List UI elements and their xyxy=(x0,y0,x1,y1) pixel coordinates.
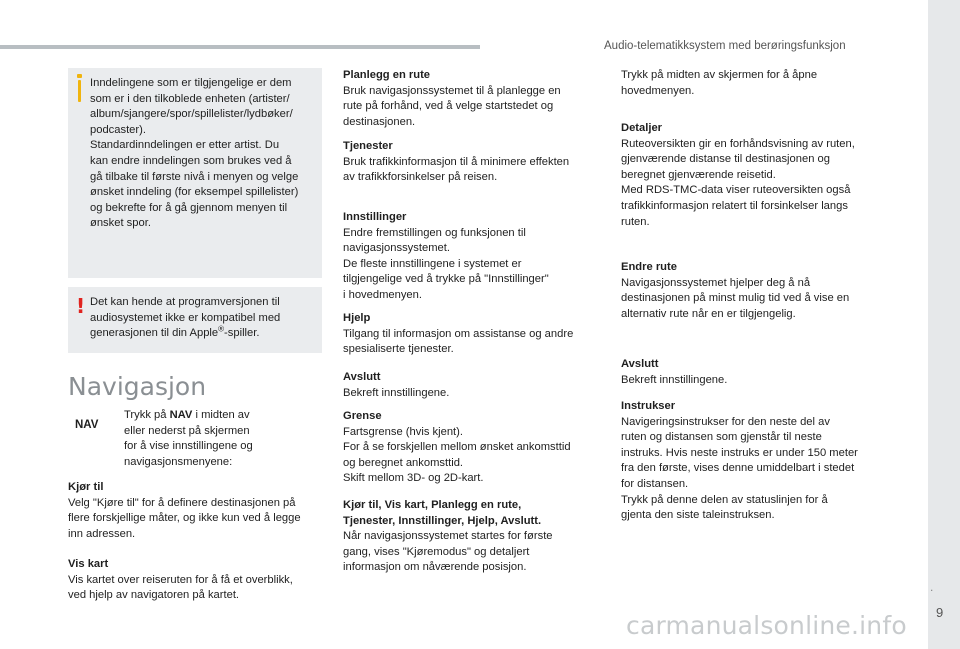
info-box-text xyxy=(90,76,318,232)
warning-line xyxy=(90,326,318,342)
section-text: Bekreft innstillingene. xyxy=(343,386,450,399)
section-title: Grense xyxy=(343,410,382,422)
header-rule xyxy=(0,45,480,49)
section-apne-meny xyxy=(621,68,861,99)
nav-key-inline: NAV xyxy=(169,409,193,421)
section-title: Vis kart xyxy=(68,558,109,570)
section-text: Endre fremstillingen og funksjonen til navigasjonssystemet. De fleste innstillingene i systemet er tilgjengelige ved å trykke på "Innstillinger" i hovedmenyen. xyxy=(343,226,549,301)
section-grense xyxy=(343,409,576,487)
section-text: Fartsgrense (hvis kjent). For å se forskjellen mellom ønsket ankomsttid og beregnet ankomsttid. Skift mellom 3D- og 2D-kart. xyxy=(343,425,571,485)
section-title: Avslutt xyxy=(343,371,381,383)
section-title: Avslutt xyxy=(621,358,659,370)
warning-line: Det kan hende at programversjonen til xyxy=(90,296,280,308)
registered-mark: ® xyxy=(218,324,225,334)
info-line: som er i den tilkoblede enheten (artister/ xyxy=(90,92,290,105)
section-text: Når navigasjonssystemet startes for første gang, vises "Kjøremodus" og detaljert informasjon om nåværende posisjon. xyxy=(343,530,553,574)
info-box xyxy=(68,68,322,278)
page-number: 9 xyxy=(936,605,944,620)
warning-box-text xyxy=(90,295,318,342)
warning-box xyxy=(68,287,322,353)
warning-icon: ! xyxy=(76,294,86,318)
warning-line: audiosystemet ikke er kompatibel med xyxy=(90,311,281,324)
section-title: Hjelp xyxy=(343,312,371,324)
section-planlegg xyxy=(343,68,576,130)
info-line: og bekrefte for å gå gjennom menyen til xyxy=(90,201,288,214)
section-avslutt-2 xyxy=(621,357,861,388)
section-title: Endre rute xyxy=(621,261,677,273)
section-innstillinger xyxy=(343,210,576,304)
section-title: Planlegg en rute xyxy=(343,69,431,81)
watermark: carmanualsonline.info xyxy=(626,611,907,640)
section-text: Tilgang til informasjon om assistanse og andre spesialiserte tjenester. xyxy=(343,327,574,356)
info-line: kan endre inndelingen som brukes ved å xyxy=(90,154,292,167)
running-header: Audio-telematikksystem med berøringsfunksjon xyxy=(604,40,846,52)
section-text: Bruk trafikkinformasjon til å minimere effekten av trafikkforsinkelser på reisen. xyxy=(343,155,570,184)
section-title: Instrukser xyxy=(621,400,676,412)
info-line: podcaster). xyxy=(90,123,146,136)
nav-key-label: NAV xyxy=(75,419,99,431)
info-icon xyxy=(78,80,81,102)
info-line: album/sjangere/spor/spillelister/lydbøker/ xyxy=(90,108,293,121)
section-text: Bruk navigasjonssystemet til å planlegge en rute på forhånd, ved å velge startstedet og destinasjonen. xyxy=(343,84,561,128)
info-line: Inndelingene som er tilgjengelige er dem xyxy=(90,77,292,89)
section-detaljer xyxy=(621,121,861,230)
section-kjoremodus xyxy=(343,498,576,576)
nav-text: i midten av eller nederst på skjermen for å vise innstillingene og navigasjonsmenyene: xyxy=(124,409,253,468)
warning-text: generasjonen til din Apple xyxy=(90,327,219,340)
section-text: Vis kartet over reiseruten for å få et overblikk, ved hjelp av navigatoren på kartet. xyxy=(68,573,293,602)
section-avslutt xyxy=(343,370,576,401)
section-text: Ruteoversikten gir en forhåndsvisning av ruten, gjenværende distanse til destinasjonen og beregnet gjenværende reisetid. Med RDS-TMC-data viser ruteoversikten også trafikkinformasjon relatert til forsinkelser langs ruten. xyxy=(621,137,855,228)
section-text: Navigeringsinstrukser for den neste del av ruten og distansen som gjenstår til neste instruks. Hvis neste instruks er under 150 meter fra den første, vises denne umiddelbart i stedet for distansen. Trykk på denne delen av statuslinjen for å gjenta den siste taleinstruksen. xyxy=(621,415,858,522)
section-endre-rute xyxy=(621,260,861,322)
section-title: Kjør til, Vis kart, Planlegg en rute, Tjenester, Innstillinger, Hjelp, Avslutt. xyxy=(343,499,542,527)
section-kjor-til xyxy=(68,480,324,542)
info-line: Standardinndelingen er etter artist. Du xyxy=(90,139,280,152)
info-line: gå tilbake til første nivå i menyen og velge xyxy=(90,170,299,183)
section-text: Trykk på midten av skjermen for å åpne hovedmenyen. xyxy=(621,69,818,97)
info-line: ønsket inndeling (for eksempel spillelister) xyxy=(90,186,299,199)
section-hjelp xyxy=(343,311,576,358)
info-line: ønsket spor. xyxy=(90,217,151,230)
page-side-bar xyxy=(928,0,960,649)
section-text: Bekreft innstillingene. xyxy=(621,373,728,386)
section-title: Tjenester xyxy=(343,140,393,152)
section-title: Innstillinger xyxy=(343,211,407,223)
continuation-marker: . xyxy=(930,580,934,594)
section-heading: Navigasjon xyxy=(68,372,207,401)
section-instrukser xyxy=(621,399,861,524)
nav-text: Trykk på xyxy=(124,409,170,421)
section-title: Detaljer xyxy=(621,122,663,134)
section-tjenester xyxy=(343,139,576,186)
section-vis-kart xyxy=(68,557,324,604)
section-text: Navigasjonssystemet hjelper deg å nå destinasjonen på minst mulig tid ved å vise en alternativ rute når en er tilgjengelig. xyxy=(621,276,850,320)
section-title: Kjør til xyxy=(68,481,104,493)
warning-text: -spiller. xyxy=(224,327,260,340)
nav-instructions xyxy=(124,408,304,470)
section-text: Velg "Kjøre til" for å definere destinasjonen på flere forskjellige måter, og ikke kun ved å legge inn adressen. xyxy=(68,496,301,540)
